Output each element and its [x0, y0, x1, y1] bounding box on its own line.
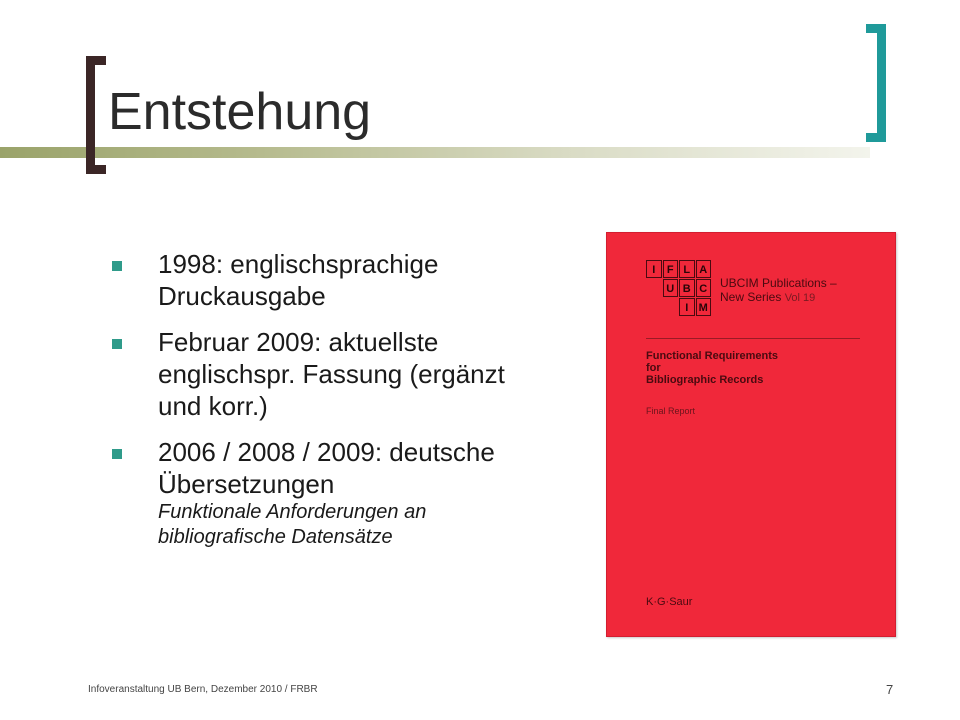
title-underline [0, 147, 870, 158]
bullet-list [112, 248, 532, 564]
book-series [720, 276, 837, 305]
logo-cell [646, 279, 662, 297]
bullet-subtext: Funktionale Anforderungen an bibliografische Datensätze [158, 501, 427, 548]
book-divider [646, 338, 860, 339]
logo-cell: I [679, 298, 695, 316]
book-title-line: Bibliographic Records [646, 374, 764, 386]
ifla-logo [646, 260, 712, 326]
logo-cell: M [696, 298, 712, 316]
book-title-line: Functional Requirements [646, 350, 779, 362]
bullet-item [112, 248, 532, 312]
book-cover-image [606, 232, 896, 637]
series-name: New Series [720, 290, 782, 304]
series-volume: Vol 19 [784, 292, 816, 304]
logo-cell: C [696, 279, 712, 297]
bullet-item [112, 326, 532, 422]
bullet-square-icon [112, 261, 122, 271]
bullet-text: 1998: englischsprachige Druckausgabe [158, 249, 439, 311]
left-bracket-decoration [86, 56, 106, 174]
book-publisher: K·G·Saur [646, 596, 693, 608]
book-title-line: for [646, 362, 661, 374]
logo-cell [646, 298, 662, 316]
bullet-square-icon [112, 339, 122, 349]
page-number: 7 [886, 682, 894, 697]
logo-cell: U [663, 279, 679, 297]
series-line: UBCIM Publications – [720, 276, 837, 290]
logo-cell: I [646, 260, 662, 278]
logo-cell: A [696, 260, 712, 278]
logo-cell: F [663, 260, 679, 278]
slide-title: Entstehung [108, 83, 372, 141]
logo-cell: L [679, 260, 695, 278]
logo-cell [663, 298, 679, 316]
bullet-square-icon [112, 449, 122, 459]
bullet-text: 2006 / 2008 / 2009: deutsche Übersetzungen [158, 437, 495, 499]
bullet-text: Februar 2009: aktuellste englischspr. Fassung (ergänzt und korr.) [158, 327, 505, 421]
book-title [646, 350, 778, 386]
logo-cell: B [679, 279, 695, 297]
bullet-item [112, 436, 532, 550]
series-line [720, 290, 837, 305]
right-bracket-decoration [866, 24, 886, 142]
book-subtitle: Final Report [646, 406, 696, 416]
slide-footer: Infoveranstaltung UB Bern, Dezember 2010 / FRBR [88, 684, 318, 695]
